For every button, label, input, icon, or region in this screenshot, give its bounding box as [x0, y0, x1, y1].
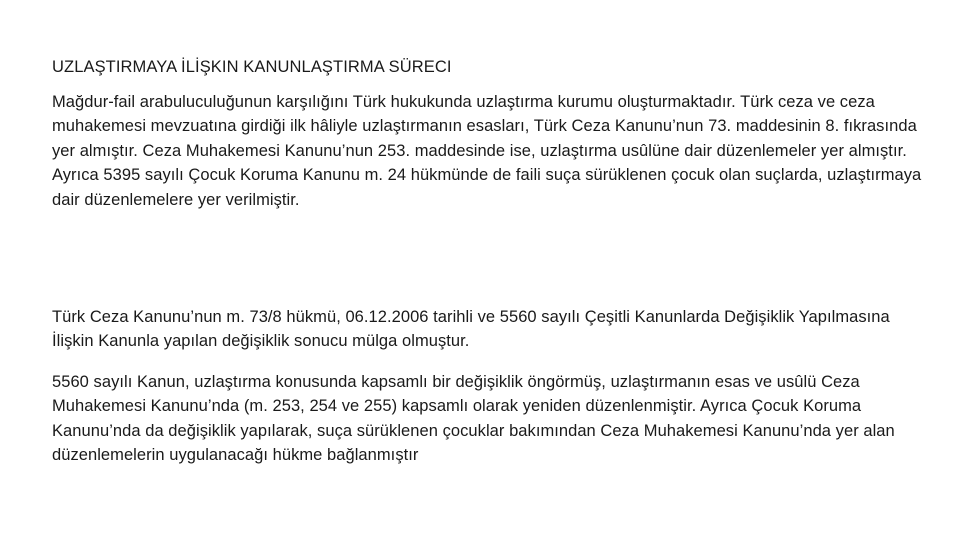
paragraph-law-5560: 5560 sayılı Kanun, uzlaştırma konusunda kapsamlı bir değişiklik öngörmüş, uzlaştırmanın esas ve usûlü Ceza Muhakemesi Kanunu’nda (m. 253, 254 ve 255) kapsamlı olarak yeniden düzenlenmiştir. Ayrıca Çocuk Koruma Kanunu’nda da değişiklik yapılarak, suça sürüklenen çocuklar bakımından Ceza Muhakemesi Kanunu’nda yer alan düzenlemelerin uygulanacağı hükme bağlanmıştır	[52, 373, 895, 465]
paragraph-tck-repeal: Türk Ceza Kanunu’nun m. 73/8 hükmü, 06.12.2006 tarihli ve 5560 sayılı Çeşitli Kanunlarda Değişiklik Yapılmasına İlişkin Kanunla yapılan değişiklik sonucu mülga olmuştur.	[52, 308, 890, 351]
paragraph-mediation-overview: Mağdur-fail arabuluculuğunun karşılığını Türk hukukunda uzlaştırma kurumu oluşturmaktadır. Türk ceza ve ceza muhakemesi mevzuatına girdiği ilk hâliyle uzlaştırmanın esasları, Türk Ceza Kanunu’nun 73. maddesinin 8. fıkrasında yer almıştır. Ceza Muhakemesi Kanunu’nun 253. maddesinde ise, uzlaştırma usûlüne dair düzenlemeler yer almıştır. Ayrıca 5395 sayılı Çocuk Koruma Kanunu m. 24 hükmünde de faili suça sürüklenen çocuk olan suçlarda, uzlaştırmaya dair düzenlemelere yer verilmiştir.	[52, 93, 922, 209]
slide-title: UZLAŞTIRMAYA İLİŞKIN KANUNLAŞTIRMA SÜRECI	[52, 58, 452, 76]
